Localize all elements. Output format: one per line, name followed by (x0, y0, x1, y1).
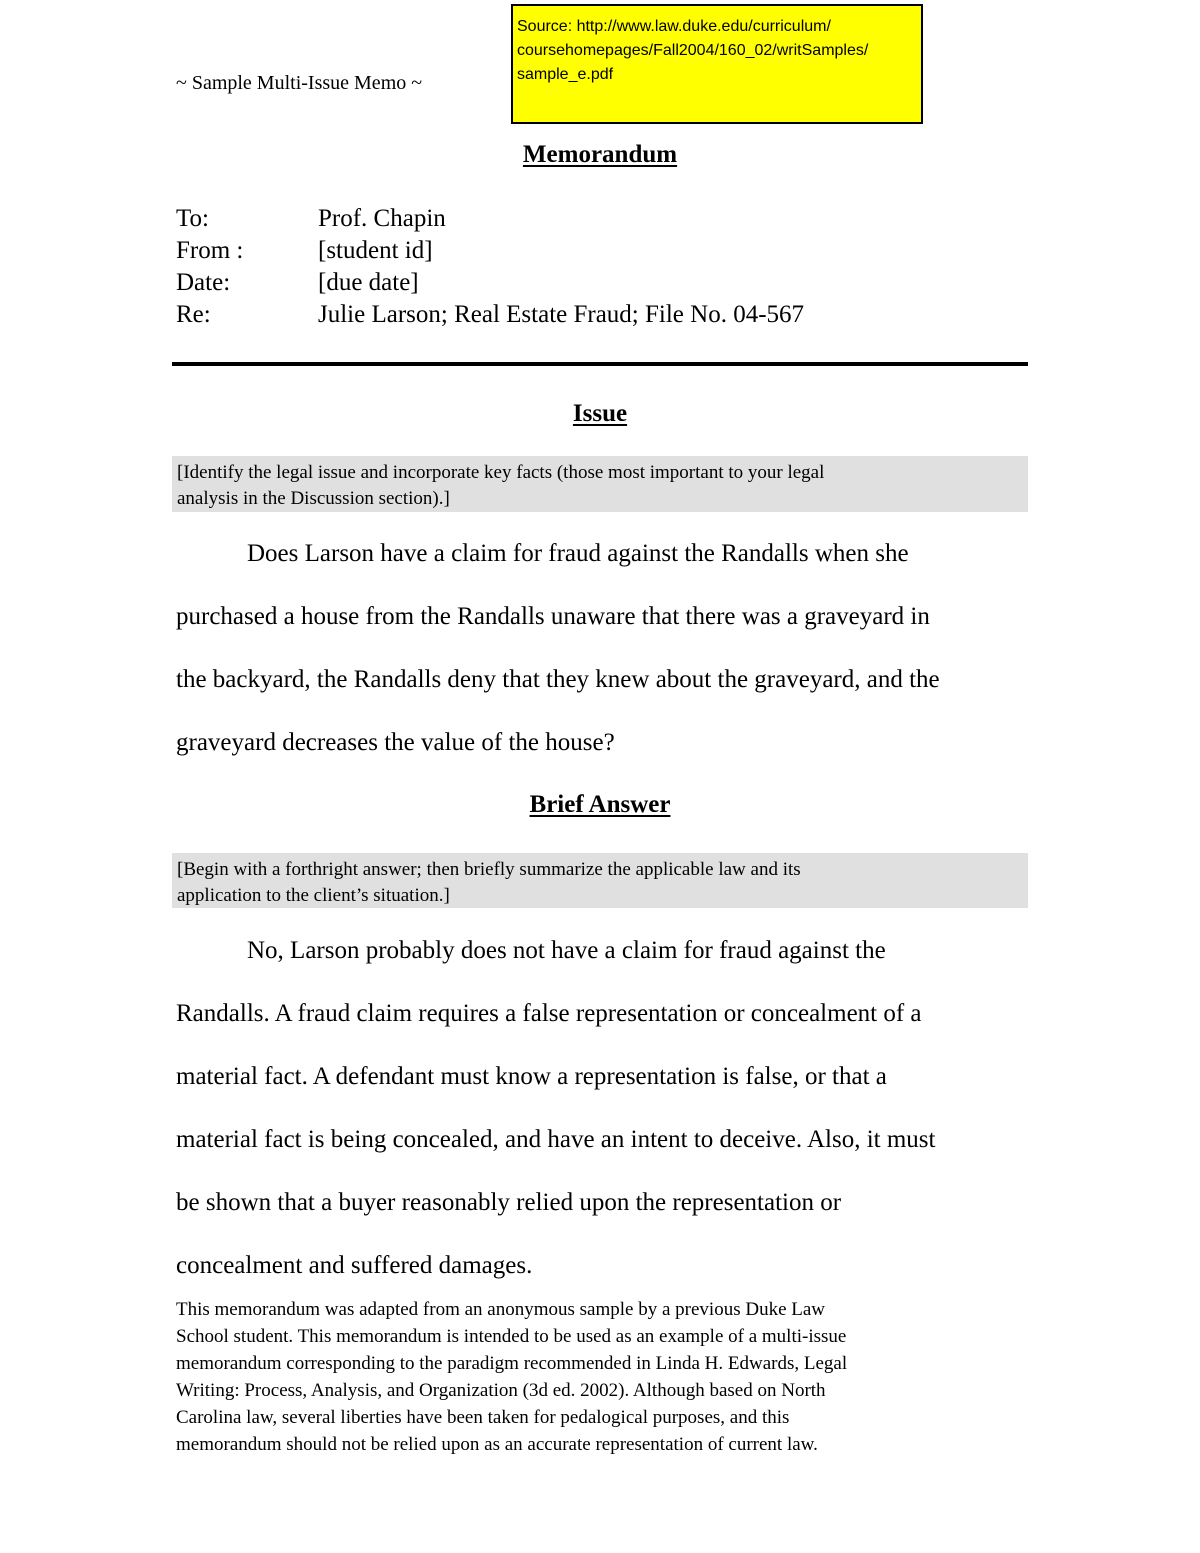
re-label: Re: (176, 301, 211, 328)
issue-instruction-note (172, 456, 1028, 512)
footnote-line: Carolina law, several liberties have been taken for pedalogical purposes, and this (176, 1407, 790, 1428)
body-line: Randalls. A fraud claim requires a false representation or concealment of a (176, 1000, 922, 1027)
body-line: graveyard decreases the value of the house? (176, 729, 615, 756)
note-line: [Begin with a forthright answer; then briefly summarize the applicable law and its (177, 859, 801, 880)
brief-answer-heading: Brief Answer (529, 791, 671, 818)
body-line: the backyard, the Randalls deny that they knew about the graveyard, and the (176, 666, 940, 693)
issue-heading: Issue (572, 400, 628, 427)
note-line: application to the client’s situation.] (177, 885, 450, 906)
date-value: [due date] (318, 269, 419, 296)
body-line: concealment and suffered damages. (176, 1252, 533, 1279)
source-note-line: Source: http://www.law.duke.edu/curriculum/ (517, 18, 831, 35)
footnote-line: This memorandum was adapted from an anonymous sample by a previous Duke Law (176, 1299, 826, 1320)
to-label: To: (176, 205, 209, 232)
header-row-date (176, 267, 804, 299)
footnote (176, 1296, 1036, 1458)
body-line: purchased a house from the Randalls unaware that there was a graveyard in (176, 603, 930, 630)
header-row-from (176, 235, 804, 267)
source-note-line: sample_e.pdf (517, 66, 614, 83)
body-line: be shown that a buyer reasonably relied upon the representation or (176, 1189, 842, 1216)
header-row-to (176, 203, 804, 235)
note-line: [Identify the legal issue and incorporate key facts (those most important to your legal (177, 462, 825, 483)
re-value: Julie Larson; Real Estate Fraud; File No. 04-567 (318, 301, 805, 328)
sample-memo-label: ~ Sample Multi-Issue Memo ~ (176, 72, 423, 94)
memo-title: Memorandum (522, 141, 678, 168)
from-label: From : (176, 237, 244, 264)
footnote-line: School student. This memorandum is intended to be used as an example of a multi-issue (176, 1326, 847, 1347)
source-note-box (511, 4, 923, 124)
body-line: material fact. A defendant must know a representation is false, or that a (176, 1063, 887, 1090)
footnote-line: memorandum corresponding to the paradigm recommended in Linda H. Edwards, Legal (176, 1353, 848, 1374)
body-line: Does Larson have a claim for fraud against the Randalls when she (247, 540, 909, 567)
note-line: analysis in the Discussion section).] (177, 488, 450, 509)
source-note-line: coursehomepages/Fall2004/160_02/writSamples/ (517, 42, 869, 59)
body-line: material fact is being concealed, and have an intent to deceive. Also, it must (176, 1126, 936, 1153)
date-label: Date: (176, 269, 231, 296)
issue-body (176, 538, 1036, 790)
from-value: [student id] (318, 237, 433, 264)
to-value: Prof. Chapin (318, 205, 446, 232)
memo-header (176, 203, 804, 331)
header-divider (172, 362, 1028, 366)
brief-answer-body (176, 935, 1036, 1282)
footnote-line: memorandum should not be relied upon as an accurate representation of current law. (176, 1434, 818, 1455)
body-line: No, Larson probably does not have a claim for fraud against the (247, 937, 886, 964)
footnote-line: Writing: Process, Analysis, and Organization (3d ed. 2002). Although based on North (176, 1380, 826, 1401)
header-row-re (176, 299, 804, 331)
brief-answer-instruction-note (172, 853, 1028, 908)
